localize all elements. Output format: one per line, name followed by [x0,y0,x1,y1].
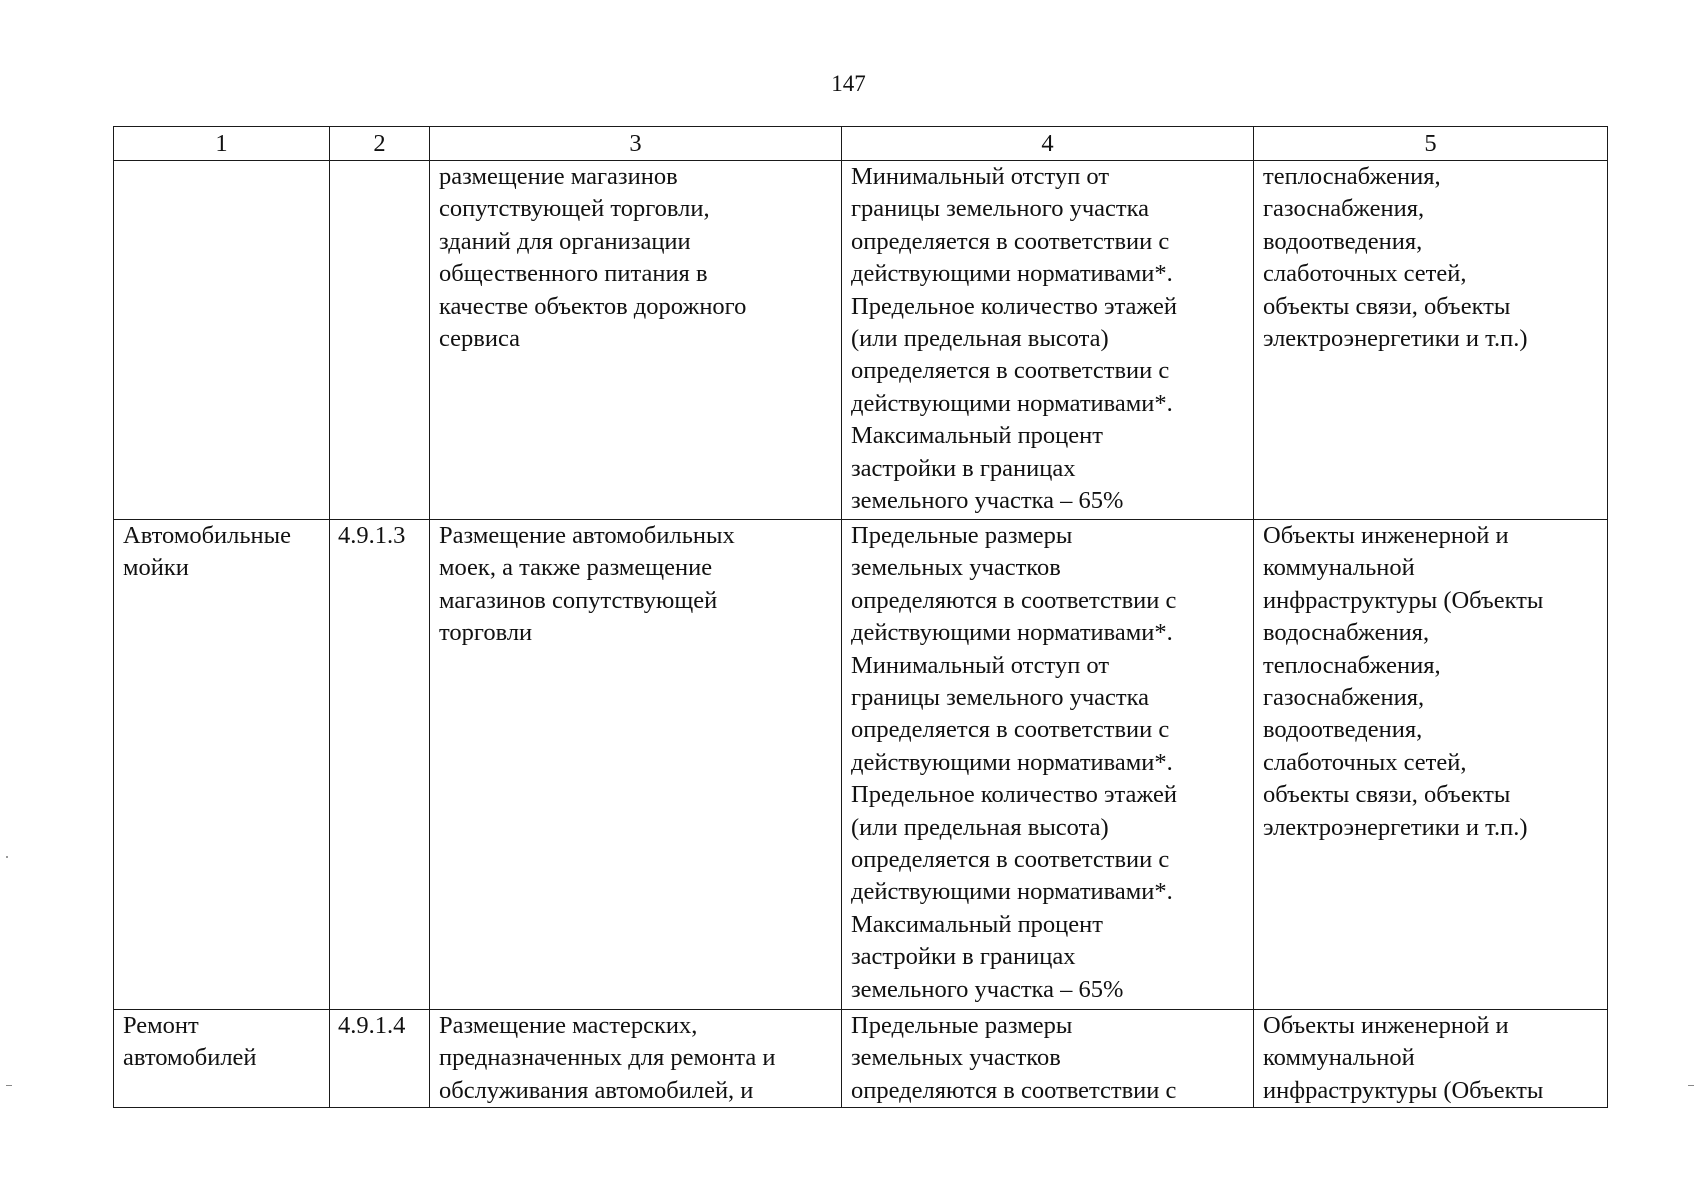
zoning-table [113,126,1608,1108]
use-code-cell: 4.9.1.4 [330,1010,430,1108]
column-header-1: 1 [114,127,330,161]
parameters-cell: Минимальный отступ от границы земельного участка определяется в соответствии с действующими нормативами*. Предельное количество этажей (или предельная высота) определяется в соответствии с действующими нормативами*. Максимальный процент застройки в границах земельного участка – 65% [842,161,1254,520]
table-row [114,1010,1608,1108]
use-code-cell [330,161,430,520]
use-description-cell: размещение магазинов сопутствующей торговли, зданий для организации общественного питания в качестве объектов дорожного сервиса [430,161,842,520]
parameters-cell: Предельные размеры земельных участков определяются в соответствии с [842,1010,1254,1108]
column-header-4: 4 [842,127,1254,161]
use-name-cell: Ремонт автомобилей [114,1010,330,1108]
use-description-cell: Размещение автомобильных моек, а также размещение магазинов сопутствующей торговли [430,520,842,1010]
table-row [114,520,1608,1010]
page-number: 147 [831,71,866,96]
column-header-3: 3 [430,127,842,161]
column-header-5: 5 [1254,127,1608,161]
use-description-cell: Размещение мастерских, предназначенных для ремонта и обслуживания автомобилей, и [430,1010,842,1108]
infrastructure-cell: Объекты инженерной и коммунальной инфраструктуры (Объекты водоснабжения, теплоснабжения, газоснабжения, водоотведения, слаботочных сетей, объекты связи, объекты электроэнергетики и т.п.) [1254,520,1608,1010]
column-header-2: 2 [330,127,430,161]
infrastructure-cell: теплоснабжения, газоснабжения, водоотведения, слаботочных сетей, объекты связи, объекты электроэнергетики и т.п.) [1254,161,1608,520]
use-name-cell: Автомобильные мойки [114,520,330,1010]
table-header-row [114,127,1608,161]
infrastructure-cell: Объекты инженерной и коммунальной инфраструктуры (Объекты [1254,1010,1608,1108]
use-name-cell [114,161,330,520]
use-code-cell: 4.9.1.3 [330,520,430,1010]
scan-margin-mark-left [6,1085,12,1086]
scan-edge-dot [6,856,8,858]
scan-margin-mark-right [1688,1085,1694,1086]
table-row [114,161,1608,520]
parameters-cell: Предельные размеры земельных участков определяются в соответствии с действующими нормативами*. Минимальный отступ от границы земельного участка определяется в соответствии с действующими нормативами*. Предельное количество этажей (или предельная высота) определяется в соответствии с действующими нормативами*. Максимальный процент застройки в границах земельного участка – 65% [842,520,1254,1010]
